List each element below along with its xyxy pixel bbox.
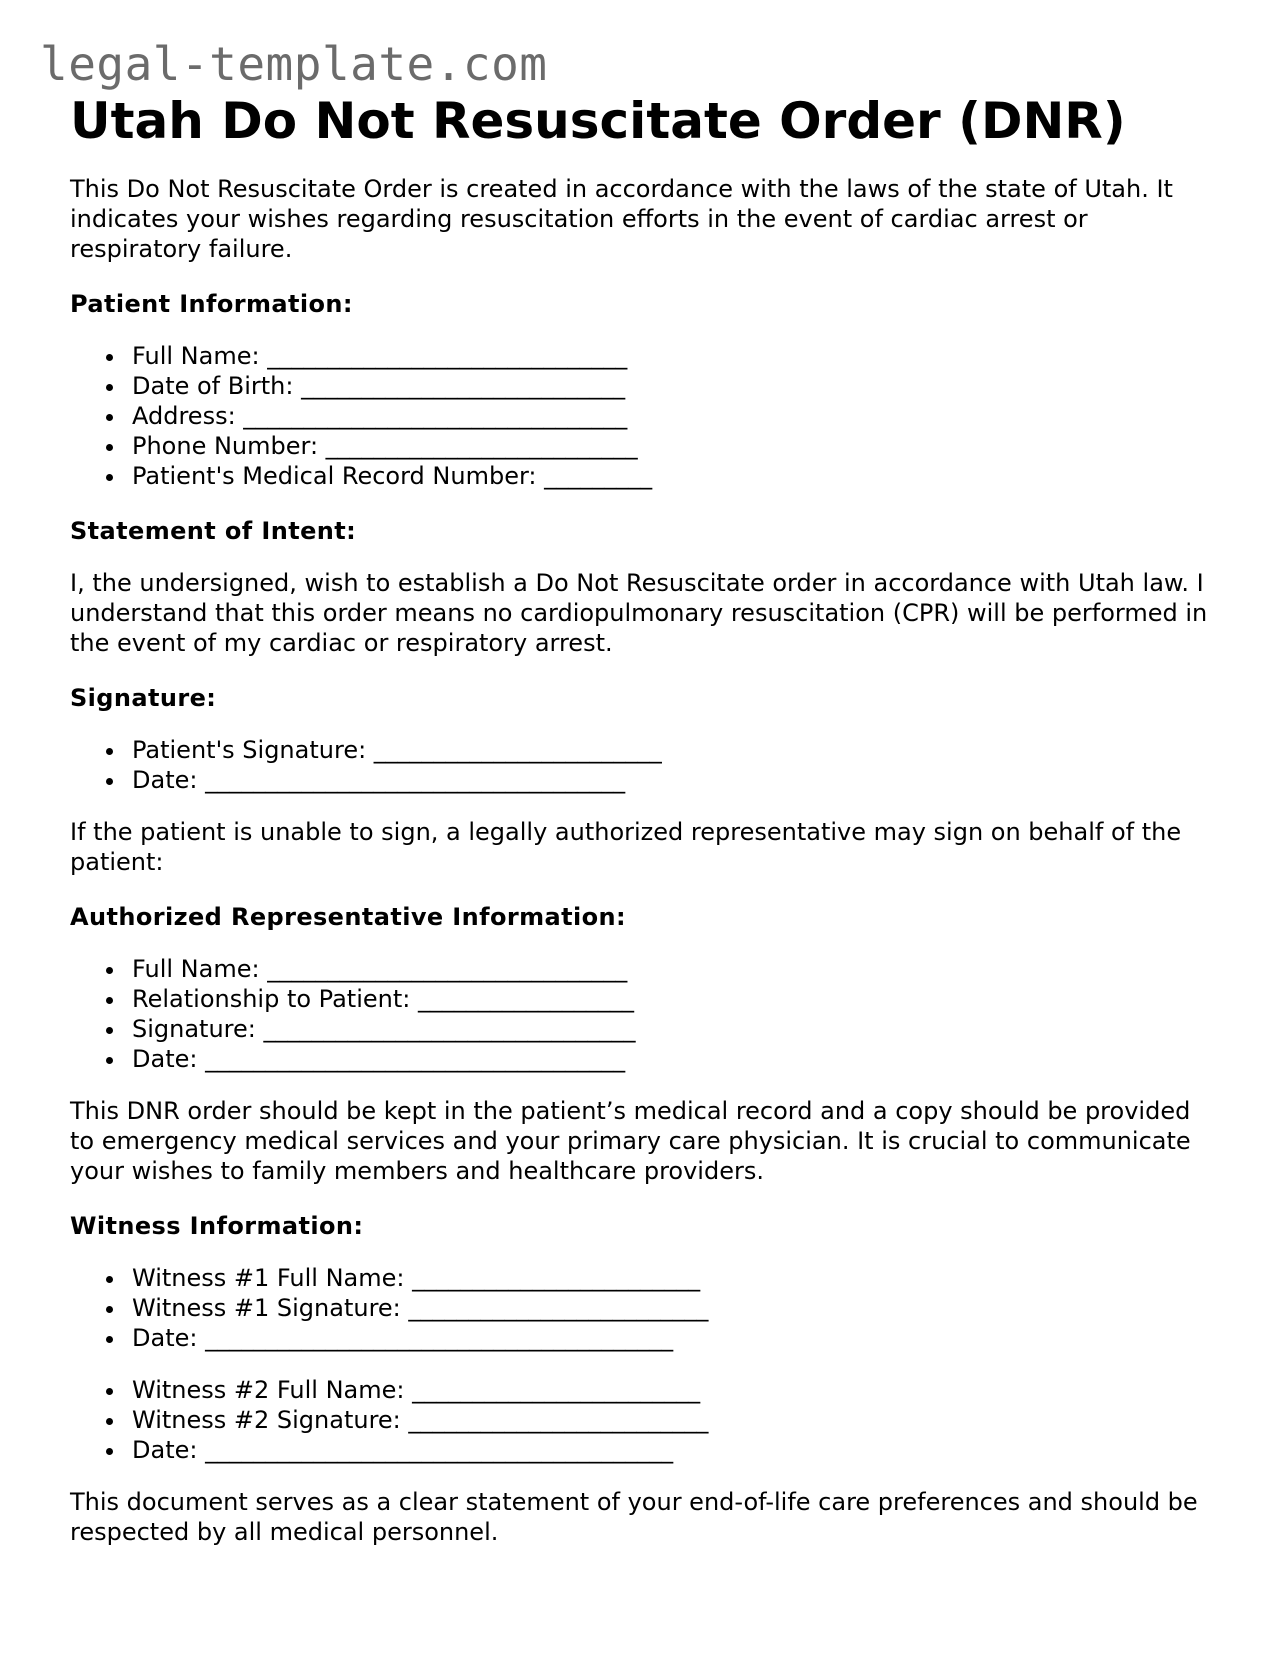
patient-address-field[interactable]: Address: ________________________________ bbox=[70, 401, 1220, 431]
representative-list bbox=[70, 954, 1220, 1074]
rep-signature-field[interactable]: Signature: _______________________________ bbox=[70, 1014, 1220, 1044]
witness-1-list bbox=[70, 1263, 1220, 1353]
witness-2-list bbox=[70, 1375, 1220, 1465]
intent-heading: Statement of Intent: bbox=[70, 517, 357, 545]
witness-2-name-field[interactable]: Witness #2 Full Name: ________________________ bbox=[70, 1375, 1220, 1405]
patient-info-list bbox=[70, 341, 1220, 491]
signature-heading: Signature: bbox=[70, 684, 217, 712]
witness-2-date-field[interactable]: Date: _______________________________________ bbox=[70, 1435, 1220, 1465]
patient-signature-field[interactable]: Patient's Signature: ________________________ bbox=[70, 735, 1220, 765]
watermark: legal-template.com bbox=[40, 37, 548, 91]
witness-1-date-field[interactable]: Date: _______________________________________ bbox=[70, 1323, 1220, 1353]
witness-1-name-field[interactable]: Witness #1 Full Name: ________________________ bbox=[70, 1263, 1220, 1293]
patient-signature-date-field[interactable]: Date: ___________________________________ bbox=[70, 765, 1220, 795]
witness-1-signature-field[interactable]: Witness #1 Signature: _________________________ bbox=[70, 1293, 1220, 1323]
intent-paragraph: I, the undersigned, wish to establish a Do Not Resuscitate order in accordance with Utah law. I understand that this order means no cardiopulmonary resuscitation (CPR) will be performed in the event of my cardiac or respiratory arrest. bbox=[70, 569, 1208, 657]
document-body bbox=[70, 88, 1220, 1547]
patient-info-heading: Patient Information: bbox=[70, 290, 353, 318]
rep-full-name-field[interactable]: Full Name: ______________________________ bbox=[70, 954, 1220, 984]
patient-phone-field[interactable]: Phone Number: __________________________ bbox=[70, 431, 1220, 461]
rep-date-field[interactable]: Date: ___________________________________ bbox=[70, 1044, 1220, 1074]
representative-heading: Authorized Representative Information: bbox=[70, 903, 626, 931]
witness-heading: Witness Information: bbox=[70, 1212, 364, 1240]
document-title: Utah Do Not Resuscitate Order (DNR) bbox=[70, 92, 1126, 150]
patient-dob-field[interactable]: Date of Birth: ___________________________ bbox=[70, 371, 1220, 401]
rep-relationship-field[interactable]: Relationship to Patient: __________________ bbox=[70, 984, 1220, 1014]
patient-full-name-field[interactable]: Full Name: ______________________________ bbox=[70, 341, 1220, 371]
closing-paragraph: This document serves as a clear statement of your end-of-life care preferences and should be respected by all medical personnel. bbox=[70, 1488, 1198, 1546]
patient-mrn-field[interactable]: Patient's Medical Record Number: _________ bbox=[70, 461, 1220, 491]
representative-note: If the patient is unable to sign, a legally authorized representative may sign on behalf of the patient: bbox=[70, 818, 1182, 876]
witness-2-signature-field[interactable]: Witness #2 Signature: _________________________ bbox=[70, 1405, 1220, 1435]
signature-list bbox=[70, 735, 1220, 795]
intro-paragraph: This Do Not Resuscitate Order is created in accordance with the laws of the state of Utah. It indicates your wishes regarding resuscitation efforts in the event of cardiac arrest or respiratory failure. bbox=[70, 175, 1173, 263]
keep-note-paragraph: This DNR order should be kept in the patient’s medical record and a copy should be provided to emergency medical services and your primary care physician. It is crucial to communicate your wishes to family members and healthcare providers. bbox=[70, 1097, 1191, 1185]
